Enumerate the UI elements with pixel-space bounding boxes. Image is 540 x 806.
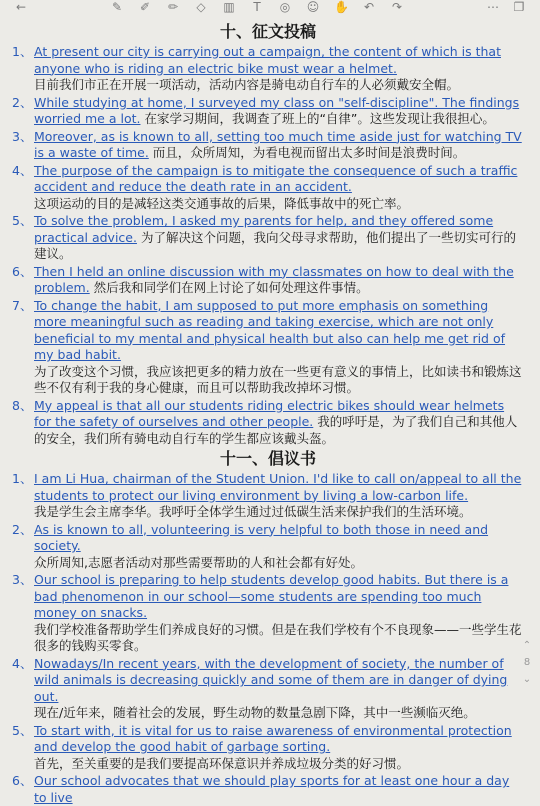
list-item bbox=[12, 522, 524, 572]
english-sentence: I am Li Hua, chairman of the Student Union. I'd like to call on/appeal to all the students to protect our living environment by living a low-carbon life. bbox=[34, 471, 522, 503]
chinese-translation: 目前我们市正在开展一项活动，活动内容是骑电动自行车的人必须戴安全帽。 bbox=[34, 77, 460, 92]
item-number: 1、 bbox=[12, 44, 33, 59]
chinese-translation: 而且，众所周知，为看电视而留出太多时间是浪费时间。 bbox=[148, 145, 466, 160]
list-item bbox=[12, 471, 524, 521]
chinese-translation: 为了解决这个问题，我向父母寻求帮助，他们提出了一些切实可行的建议。 bbox=[34, 229, 516, 261]
list-item bbox=[12, 572, 524, 655]
marker-tool-icon[interactable]: ✏ bbox=[167, 0, 179, 14]
chinese-translation: 首先，至关重要的是我们要提高环保意识并养成垃圾分类的好习惯。 bbox=[34, 755, 410, 771]
chinese-translation: 我们学校准备帮助学生们养成良好的习惯。但是在我们学校有个不良现象——一些学生花很多的钱购买零食。 bbox=[34, 621, 522, 653]
list-item bbox=[12, 264, 524, 297]
list-item bbox=[12, 723, 524, 773]
scroll-down-icon[interactable]: ⌄ bbox=[522, 674, 532, 685]
list-item bbox=[12, 129, 524, 162]
pencil-tool-icon[interactable]: ✐ bbox=[139, 0, 151, 14]
highlighter-tool-icon[interactable]: ▥ bbox=[223, 0, 235, 14]
item-number: 7、 bbox=[12, 297, 33, 313]
item-number: 5、 bbox=[12, 722, 33, 738]
item-number: 4、 bbox=[12, 655, 33, 671]
more-icon[interactable]: ⋯ bbox=[487, 0, 499, 14]
lasso-tool-icon[interactable]: ◎ bbox=[279, 0, 291, 14]
redo-icon[interactable]: ↷ bbox=[391, 0, 403, 14]
item-number: 6、 bbox=[12, 263, 33, 279]
list-item bbox=[12, 298, 524, 397]
english-sentence: At present our city is carrying out a campaign, the content of which is that anyone who is riding an electric bike must wear a helmet. bbox=[34, 44, 501, 76]
annotation-tools bbox=[28, 0, 486, 14]
chinese-translation: 众所周知,志愿者活动对那些需要帮助的人和社会都有好处。 bbox=[34, 554, 363, 570]
english-sentence: While studying at home, I surveyed my class on "self-discipline". The findings worried me a lot. bbox=[34, 94, 520, 126]
chinese-translation: 我的呼吁是，为了我们自己和其他人的安全，我们所有骑电动自行车的学生都应该戴头盔。 bbox=[34, 414, 518, 446]
page-number: 8 bbox=[523, 657, 531, 668]
english-sentence: Nowadays/In recent years, with the development of society, the number of wild animals is decreasing quickly and some of them are in danger of dying out. bbox=[34, 655, 508, 704]
list-item bbox=[12, 44, 524, 94]
english-sentence: To change the habit, I am supposed to put more emphasis on something more meaningful such as reading and taking exercise, which are not only beneficial to my mental and physical health but also can help me get rid of my bad habit. bbox=[34, 297, 506, 362]
item-number: 5、 bbox=[12, 213, 33, 228]
item-number: 2、 bbox=[12, 94, 33, 110]
list-item bbox=[12, 163, 524, 213]
chinese-translation: 这项运动的目的是减轻这类交通事故的后果，降低事故中的死亡率。 bbox=[34, 195, 410, 211]
list-item bbox=[12, 398, 524, 448]
hand-tool-icon[interactable]: ✋ bbox=[334, 0, 349, 14]
item-number: 3、 bbox=[12, 128, 33, 144]
sticker-tool-icon[interactable]: ☺ bbox=[306, 0, 320, 14]
chinese-translation: 现在/近年来，随着社会的发展，野生动物的数量急剧下降，其中一些濒临灭绝。 bbox=[34, 705, 476, 720]
section-title: 十一、倡议书 bbox=[219, 449, 316, 468]
list-item bbox=[12, 656, 524, 722]
undo-icon[interactable]: ↶ bbox=[363, 0, 375, 14]
text-tool-icon[interactable]: T bbox=[253, 0, 261, 14]
page-scroller[interactable] bbox=[520, 640, 534, 710]
list-item bbox=[12, 95, 524, 128]
english-sentence: To solve the problem, I asked my parents for help, and they offered some practical advice. bbox=[34, 213, 494, 245]
scroll-up-icon[interactable]: ⌃ bbox=[522, 640, 532, 651]
item-number: 6、 bbox=[12, 773, 33, 788]
list-item bbox=[12, 213, 524, 263]
chinese-translation: 为了改变这个习惯，我应该把更多的精力放在一些更有意义的事情上，比如读书和锻炼这些不仅有利于我的身心健康，而且可以帮助我改掉坏习惯。 bbox=[34, 363, 522, 395]
english-sentence: Moreover, as is known to all, setting too much time aside just for watching TV is a waste of time. bbox=[34, 128, 522, 160]
english-sentence: Our school is preparing to help students develop good habits. But there is a bad phenomenon in our school—some students are spending too much money on snacks. bbox=[34, 572, 509, 620]
item-number: 3、 bbox=[12, 572, 33, 587]
item-number: 8、 bbox=[12, 397, 33, 413]
eraser-tool-icon[interactable]: ◇ bbox=[196, 0, 206, 14]
toolbar bbox=[0, 0, 540, 14]
english-sentence: As is known to all, volunteering is very helpful to both those in need and society. bbox=[34, 521, 489, 553]
english-sentence: Our school advocates that we should play sports for at least one hour a day to live bbox=[34, 773, 510, 805]
item-number: 1、 bbox=[12, 471, 33, 486]
chinese-translation: 然后我和同学们在网上讨论了如何处理这件事情。 bbox=[89, 280, 369, 295]
section-title: 十、征文投稿 bbox=[219, 22, 316, 41]
english-sentence: The purpose of the campaign is to mitigate the consequence of such a traffic accident and reduce the death rate in an accident. bbox=[34, 162, 518, 194]
english-sentence: To start with, it is vital for us to raise awareness of environmental protection and develop the good habit of garbage sorting. bbox=[34, 722, 512, 754]
item-number: 4、 bbox=[12, 162, 33, 178]
pages-icon[interactable]: ❐ bbox=[513, 0, 525, 14]
list-item bbox=[12, 773, 524, 806]
pen-tool-icon[interactable]: ✎ bbox=[111, 0, 123, 14]
back-arrow-icon[interactable]: ← bbox=[15, 0, 27, 14]
english-sentence: My appeal is that all our students riding electric bikes should wear helmets for the safety of ourselves and other people. bbox=[34, 397, 505, 429]
chinese-translation: 在家学习期间，我调查了班上的“自律”。这些发现让我很担心。 bbox=[140, 111, 495, 126]
document-page bbox=[0, 14, 540, 805]
item-number: 2、 bbox=[12, 521, 33, 537]
chinese-translation: 我是学生会主席李华。我呼吁全体学生通过过低碳生活来保护我们的生活环境。 bbox=[34, 504, 472, 519]
english-sentence: Then I held an online discussion with my classmates on how to deal with the problem. bbox=[34, 263, 514, 295]
